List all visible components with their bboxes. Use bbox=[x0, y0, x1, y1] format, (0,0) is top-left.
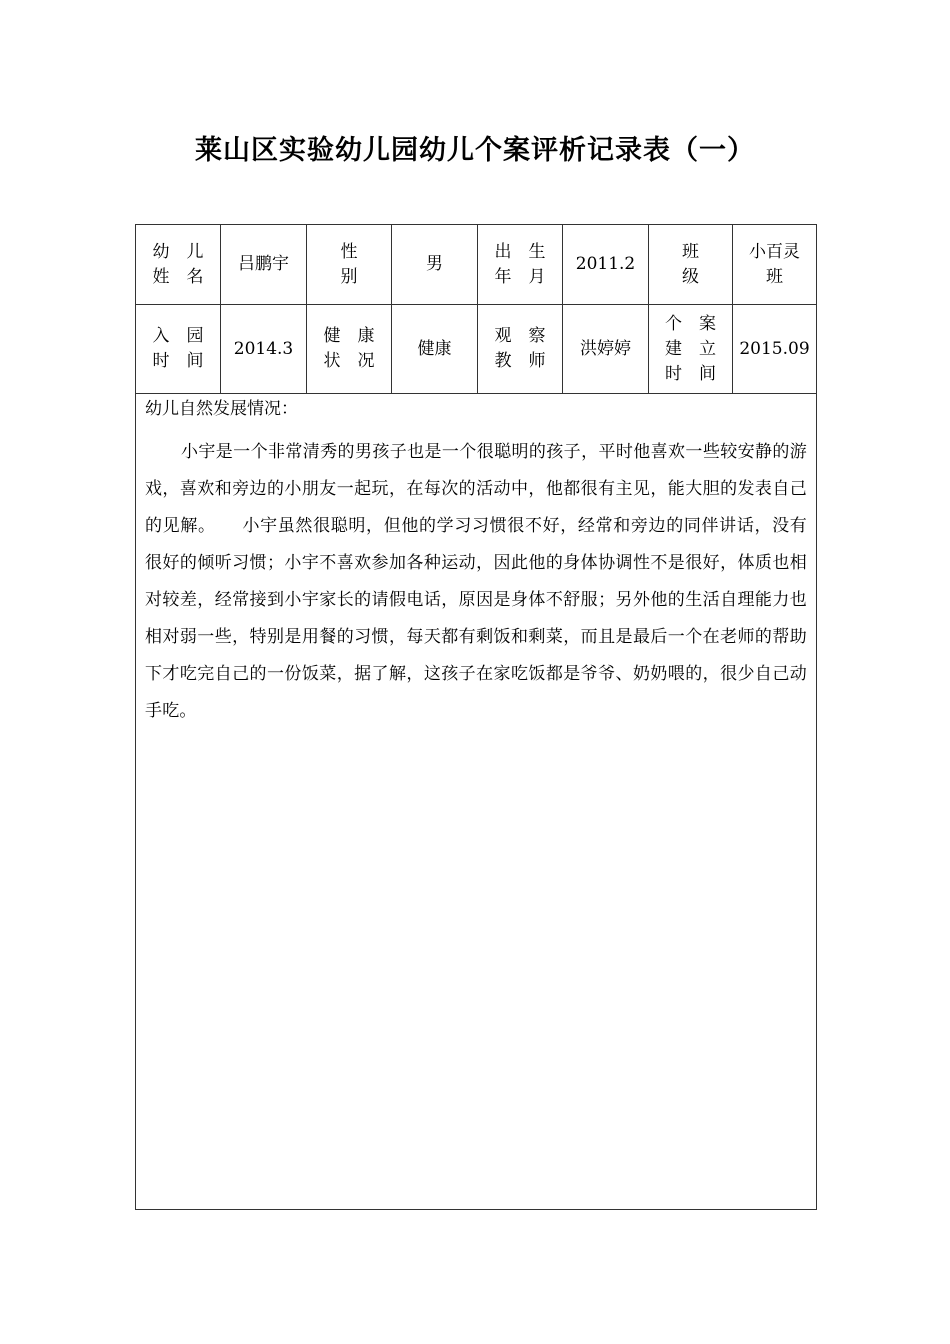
birth-label-line: 年 月 bbox=[494, 266, 546, 287]
class-value-cell bbox=[733, 225, 817, 305]
page-title: 莱山区实验幼儿园幼儿个案评析记录表（一） bbox=[195, 135, 755, 166]
teacher-label-line: 教 师 bbox=[494, 351, 546, 371]
gender-value: 男 bbox=[392, 225, 478, 305]
name-label-cell bbox=[136, 225, 221, 305]
name-label-line: 姓 名 bbox=[152, 266, 204, 287]
class-value-line: 小百灵 bbox=[749, 241, 800, 262]
class-value-line: 班 bbox=[766, 266, 783, 287]
enroll-value: 2014.3 bbox=[221, 305, 307, 394]
teacher-label-cell bbox=[478, 305, 563, 394]
development-text: 小宇是一个非常清秀的男孩子也是一个很聪明的孩子，平时他喜欢一些较安静的游戏，喜欢和旁边的小朋友一起玩，在每次的活动中，他都很有主见，能大胆的发表自己的见解。 小宇虽然很聪明，但他的学习习惯很不好，经常和旁边的同伴讲话，没有很好的倾听习惯；小宇不喜欢参加各种运动，因此他的身体协调性不是很好，体质也相对较差，经常接到小宇家长的请假电话，原因是身体不舒服；另外他的生活自理能力也相对弱一些，特别是用餐的习惯，每天都有剩饭和剩菜，而且是最后一个在老师的帮助下才吃完自己的一份饭菜，据了解，这孩子在家吃饭都是爷爷、奶奶喂的，很少自己动手吃。 bbox=[145, 442, 807, 721]
table-row bbox=[136, 394, 817, 1210]
name-value: 吕鹏宇 bbox=[221, 225, 307, 305]
case-label-cell bbox=[649, 305, 733, 394]
class-label-line: 班 bbox=[682, 241, 699, 262]
case-label-line: 个 案 bbox=[665, 313, 716, 334]
teacher-label-line: 观 察 bbox=[494, 326, 546, 346]
birth-label-cell bbox=[478, 225, 563, 305]
case-label-line: 建 立 bbox=[665, 338, 716, 359]
gender-label-line: 性 bbox=[340, 241, 358, 262]
table-row bbox=[136, 225, 817, 305]
class-label-cell bbox=[649, 225, 733, 305]
class-label-line: 级 bbox=[682, 266, 699, 287]
teacher-value: 洪婷婷 bbox=[563, 305, 649, 394]
enroll-label-cell bbox=[136, 305, 221, 394]
development-cell bbox=[136, 394, 817, 1210]
birth-label-line: 出 生 bbox=[494, 241, 546, 262]
birth-value: 2011.2 bbox=[563, 225, 649, 305]
health-label-line: 健 康 bbox=[323, 326, 375, 346]
health-label-line: 状 况 bbox=[323, 351, 375, 371]
name-label-line: 幼 儿 bbox=[152, 241, 204, 262]
gender-label-cell bbox=[307, 225, 392, 305]
development-heading: 幼儿自然发展情况： bbox=[145, 399, 298, 419]
health-value: 健康 bbox=[392, 305, 478, 394]
record-table bbox=[135, 224, 817, 1210]
case-label-line: 时 间 bbox=[665, 363, 716, 384]
table-row bbox=[136, 305, 817, 394]
health-label-cell bbox=[307, 305, 392, 394]
enroll-label-line: 时 间 bbox=[152, 351, 204, 371]
case-value: 2015.09 bbox=[733, 305, 817, 394]
gender-label-line: 别 bbox=[340, 266, 358, 287]
enroll-label-line: 入 园 bbox=[152, 326, 204, 346]
